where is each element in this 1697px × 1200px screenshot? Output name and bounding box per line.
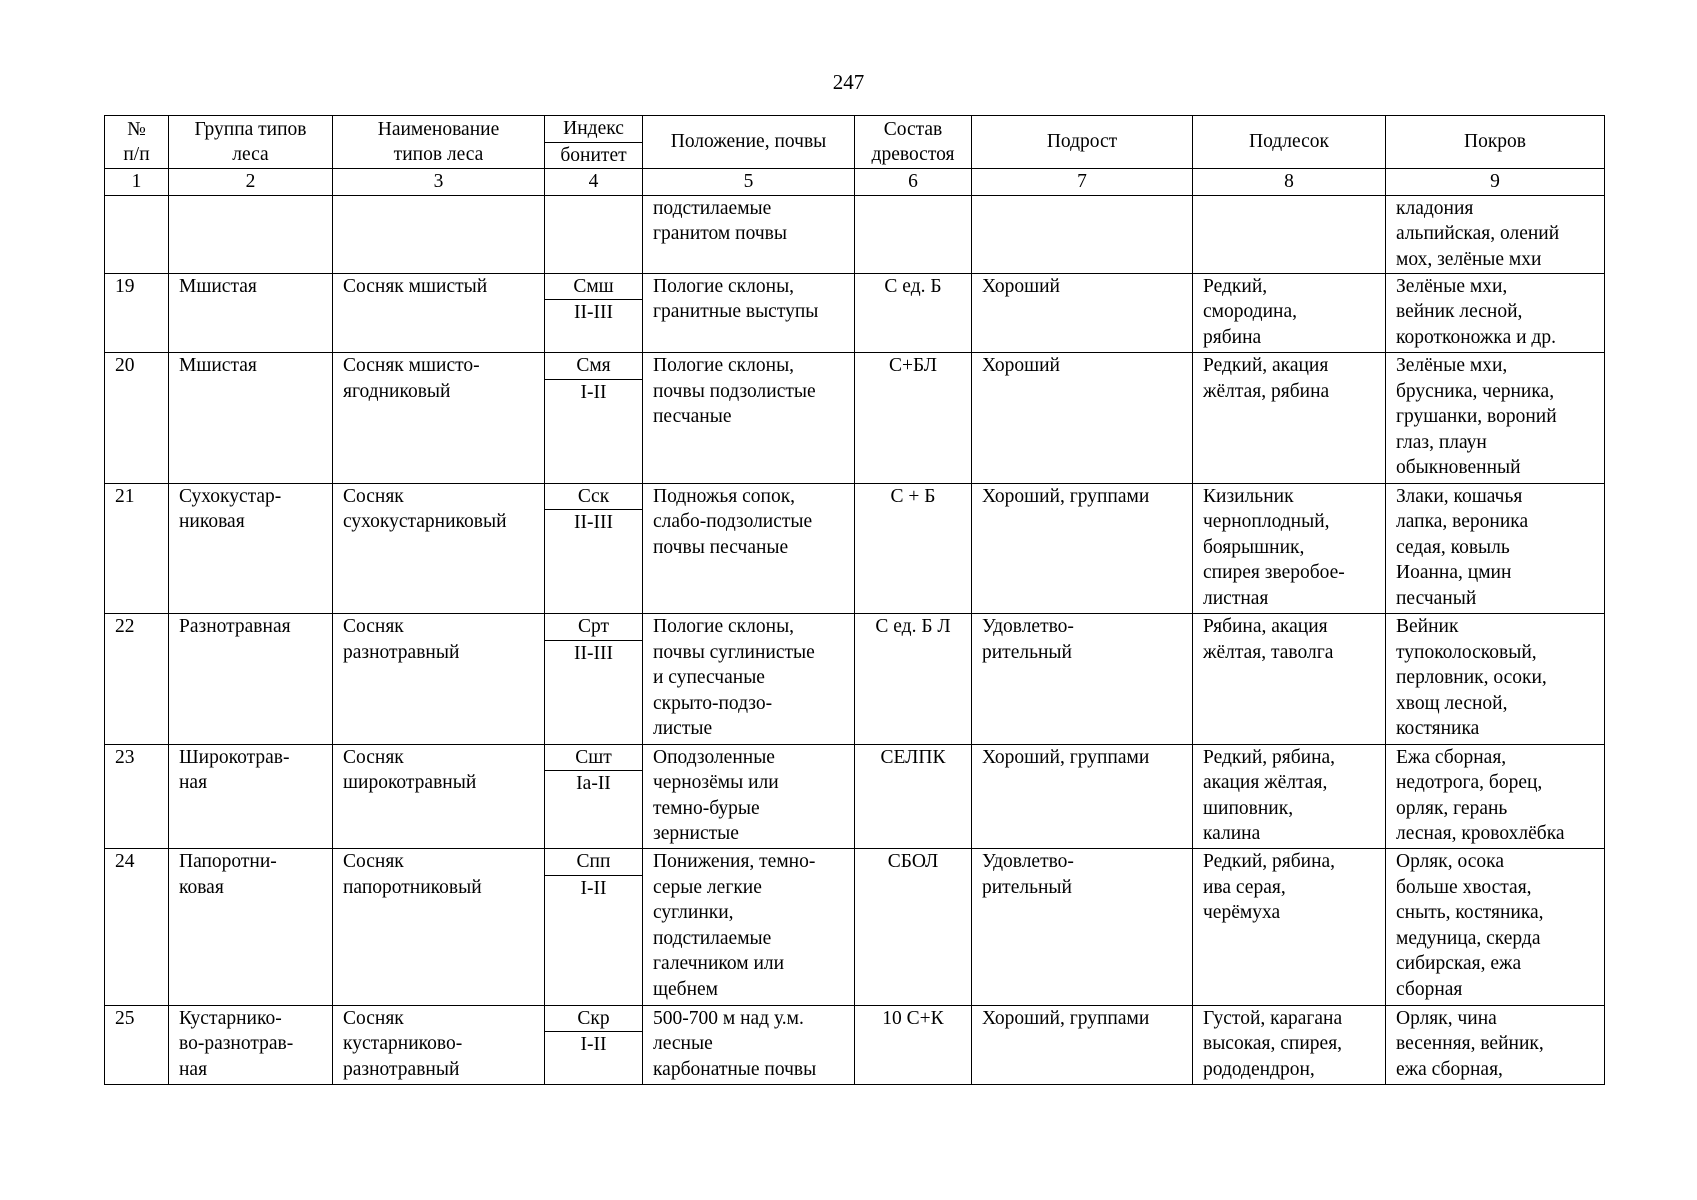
column-number: 3 bbox=[333, 169, 545, 196]
cell-index: Спп bbox=[545, 849, 643, 876]
cell-name: Сосняк папоротниковый bbox=[333, 849, 545, 1006]
table-row bbox=[105, 273, 1605, 300]
cell-group: Мшистая bbox=[169, 273, 333, 353]
cell-composition bbox=[855, 195, 972, 273]
cell-composition: СЕЛПК bbox=[855, 744, 972, 849]
cell-num: 21 bbox=[105, 483, 169, 614]
cell-undergrowth: Хороший, группами bbox=[972, 1005, 1193, 1085]
cell-position: 500-700 м над у.м. лесные карбонатные почвы bbox=[643, 1005, 855, 1085]
cell-bonitet: Ia-II bbox=[545, 771, 643, 849]
table-row bbox=[105, 849, 1605, 876]
cell-name bbox=[333, 195, 545, 273]
column-number: 2 bbox=[169, 169, 333, 196]
table-row bbox=[105, 614, 1605, 641]
cell-composition: 10 С+К bbox=[855, 1005, 972, 1085]
column-number: 6 bbox=[855, 169, 972, 196]
cell-name: Сосняк широкотравный bbox=[333, 744, 545, 849]
cell-underbrush: Редкий, рябина, ива серая, черёмуха bbox=[1193, 849, 1386, 1006]
column-number: 9 bbox=[1386, 169, 1605, 196]
cell-composition: С + Б bbox=[855, 483, 972, 614]
cell-cover: Ежа сборная, недотрога, борец, орляк, герань лесная, кровохлёбка bbox=[1386, 744, 1605, 849]
cell-undergrowth: Удовлетво- рительный bbox=[972, 614, 1193, 745]
cell-bonitet: I-II bbox=[545, 1032, 643, 1085]
table-row bbox=[105, 483, 1605, 510]
column-number: 1 bbox=[105, 169, 169, 196]
cell-undergrowth: Хороший, группами bbox=[972, 483, 1193, 614]
table-row bbox=[105, 1005, 1605, 1032]
column-number: 5 bbox=[643, 169, 855, 196]
header-underbrush: Подлесок bbox=[1193, 116, 1386, 169]
cell-num bbox=[105, 195, 169, 273]
cell-underbrush: Редкий, смородина, рябина bbox=[1193, 273, 1386, 353]
cell-cover: Зелёные мхи, брусника, черника, грушанки, вороний глаз, плаун обыкновенный bbox=[1386, 353, 1605, 484]
cell-undergrowth: Удовлетво- рительный bbox=[972, 849, 1193, 1006]
cell-undergrowth: Хороший, группами bbox=[972, 744, 1193, 849]
cell-cover: кладония альпийская, олений мох, зелёные мхи bbox=[1386, 195, 1605, 273]
cell-num: 24 bbox=[105, 849, 169, 1006]
header-cover: Покров bbox=[1386, 116, 1605, 169]
cell-undergrowth: Хороший bbox=[972, 353, 1193, 484]
cell-position: Понижения, темно- серые легкие суглинки, подстилаемые галечником или щебнем bbox=[643, 849, 855, 1006]
cell-bonitet: I-II bbox=[545, 379, 643, 483]
cell-underbrush: Редкий, рябина, акация жёлтая, шиповник, калина bbox=[1193, 744, 1386, 849]
cell-num: 22 bbox=[105, 614, 169, 745]
cell-position: Пологие склоны, гранитные выступы bbox=[643, 273, 855, 353]
cell-index: Сшт bbox=[545, 744, 643, 771]
cell-cover: Орляк, осока больше хвостая, сныть, костяника, медуница, скерда сибирская, ежа сборная bbox=[1386, 849, 1605, 1006]
cell-undergrowth: Хороший bbox=[972, 273, 1193, 353]
cell-name: Сосняк кустарниково- разнотравный bbox=[333, 1005, 545, 1085]
cell-num: 20 bbox=[105, 353, 169, 484]
cell-position: подстилаемые гранитом почвы bbox=[643, 195, 855, 273]
cell-num: 25 bbox=[105, 1005, 169, 1085]
cell-composition: С ед. Б bbox=[855, 273, 972, 353]
cell-index: Сск bbox=[545, 483, 643, 510]
cell-position: Подножья сопок, слабо-подзолистые почвы песчаные bbox=[643, 483, 855, 614]
forest-types-table bbox=[104, 115, 1605, 1085]
cell-num: 23 bbox=[105, 744, 169, 849]
header-bonitet: бонитет bbox=[545, 142, 643, 169]
cell-group bbox=[169, 195, 333, 273]
cell-underbrush: Рябина, акация жёлтая, таволга bbox=[1193, 614, 1386, 745]
cell-position: Пологие склоны, почвы суглинистые и супесчаные скрыто-подзо- листые bbox=[643, 614, 855, 745]
cell-underbrush: Редкий, акация жёлтая, рябина bbox=[1193, 353, 1386, 484]
column-numbers-row bbox=[105, 169, 1605, 196]
cell-position: Оподзоленные чернозёмы или темно-бурые зернистые bbox=[643, 744, 855, 849]
cell-underbrush: Густой, карагана высокая, спирея, рододендрон, bbox=[1193, 1005, 1386, 1085]
cell-index: Смя bbox=[545, 353, 643, 380]
table-row bbox=[105, 353, 1605, 380]
cell-group: Папоротни- ковая bbox=[169, 849, 333, 1006]
cell-name: Сосняк мшистый bbox=[333, 273, 545, 353]
cell-composition: СБОЛ bbox=[855, 849, 972, 1006]
cell-cover: Орляк, чина весенняя, вейник, ежа сборная, bbox=[1386, 1005, 1605, 1085]
cell-underbrush bbox=[1193, 195, 1386, 273]
cell-cover: Злаки, кошачья лапка, вероника седая, ковыль Иоанна, цмин песчаный bbox=[1386, 483, 1605, 614]
cell-index: Смш bbox=[545, 273, 643, 300]
cell-undergrowth bbox=[972, 195, 1193, 273]
cell-name: Сосняк разнотравный bbox=[333, 614, 545, 745]
header-composition: Состав древостоя bbox=[855, 116, 972, 169]
cell-group: Разнотравная bbox=[169, 614, 333, 745]
cell-group: Мшистая bbox=[169, 353, 333, 484]
cell-bonitet: II-III bbox=[545, 640, 643, 744]
column-number: 8 bbox=[1193, 169, 1386, 196]
cell-index: Срт bbox=[545, 614, 643, 641]
cell-composition: С ед. Б Л bbox=[855, 614, 972, 745]
table-row bbox=[105, 744, 1605, 771]
cell-cover: Вейник тупоколосковый, перловник, осоки, хвощ лесной, костяника bbox=[1386, 614, 1605, 745]
column-number: 4 bbox=[545, 169, 643, 196]
header-group: Группа типов леса bbox=[169, 116, 333, 169]
header-undergrowth: Подрост bbox=[972, 116, 1193, 169]
header-name: Наименование типов леса bbox=[333, 116, 545, 169]
cell-underbrush: Кизильник черноплодный, боярышник, спирея зверобое- листная bbox=[1193, 483, 1386, 614]
header-index: Индекс bbox=[545, 116, 643, 143]
page-number: 247 bbox=[832, 70, 865, 94]
cell-bonitet: II-III bbox=[545, 510, 643, 614]
cell-bonitet: I-II bbox=[545, 875, 643, 1005]
cell-group: Широкотрав- ная bbox=[169, 744, 333, 849]
cell-cover: Зелёные мхи, вейник лесной, коротконожка и др. bbox=[1386, 273, 1605, 353]
cell-group: Кустарнико- во-разнотрав- ная bbox=[169, 1005, 333, 1085]
cell-index: Скр bbox=[545, 1005, 643, 1032]
cell-name: Сосняк сухокустарниковый bbox=[333, 483, 545, 614]
header-position: Положение, почвы bbox=[643, 116, 855, 169]
cell-name: Сосняк мшисто- ягодниковый bbox=[333, 353, 545, 484]
cell-group: Сухокустар- никовая bbox=[169, 483, 333, 614]
header-num: № п/п bbox=[105, 116, 169, 169]
cell-index bbox=[545, 195, 643, 273]
cell-position: Пологие склоны, почвы подзолистые песчаные bbox=[643, 353, 855, 484]
column-number: 7 bbox=[972, 169, 1193, 196]
cell-bonitet: II-III bbox=[545, 300, 643, 353]
cell-num: 19 bbox=[105, 273, 169, 353]
cell-composition: С+БЛ bbox=[855, 353, 972, 484]
continuation-row bbox=[105, 195, 1605, 273]
